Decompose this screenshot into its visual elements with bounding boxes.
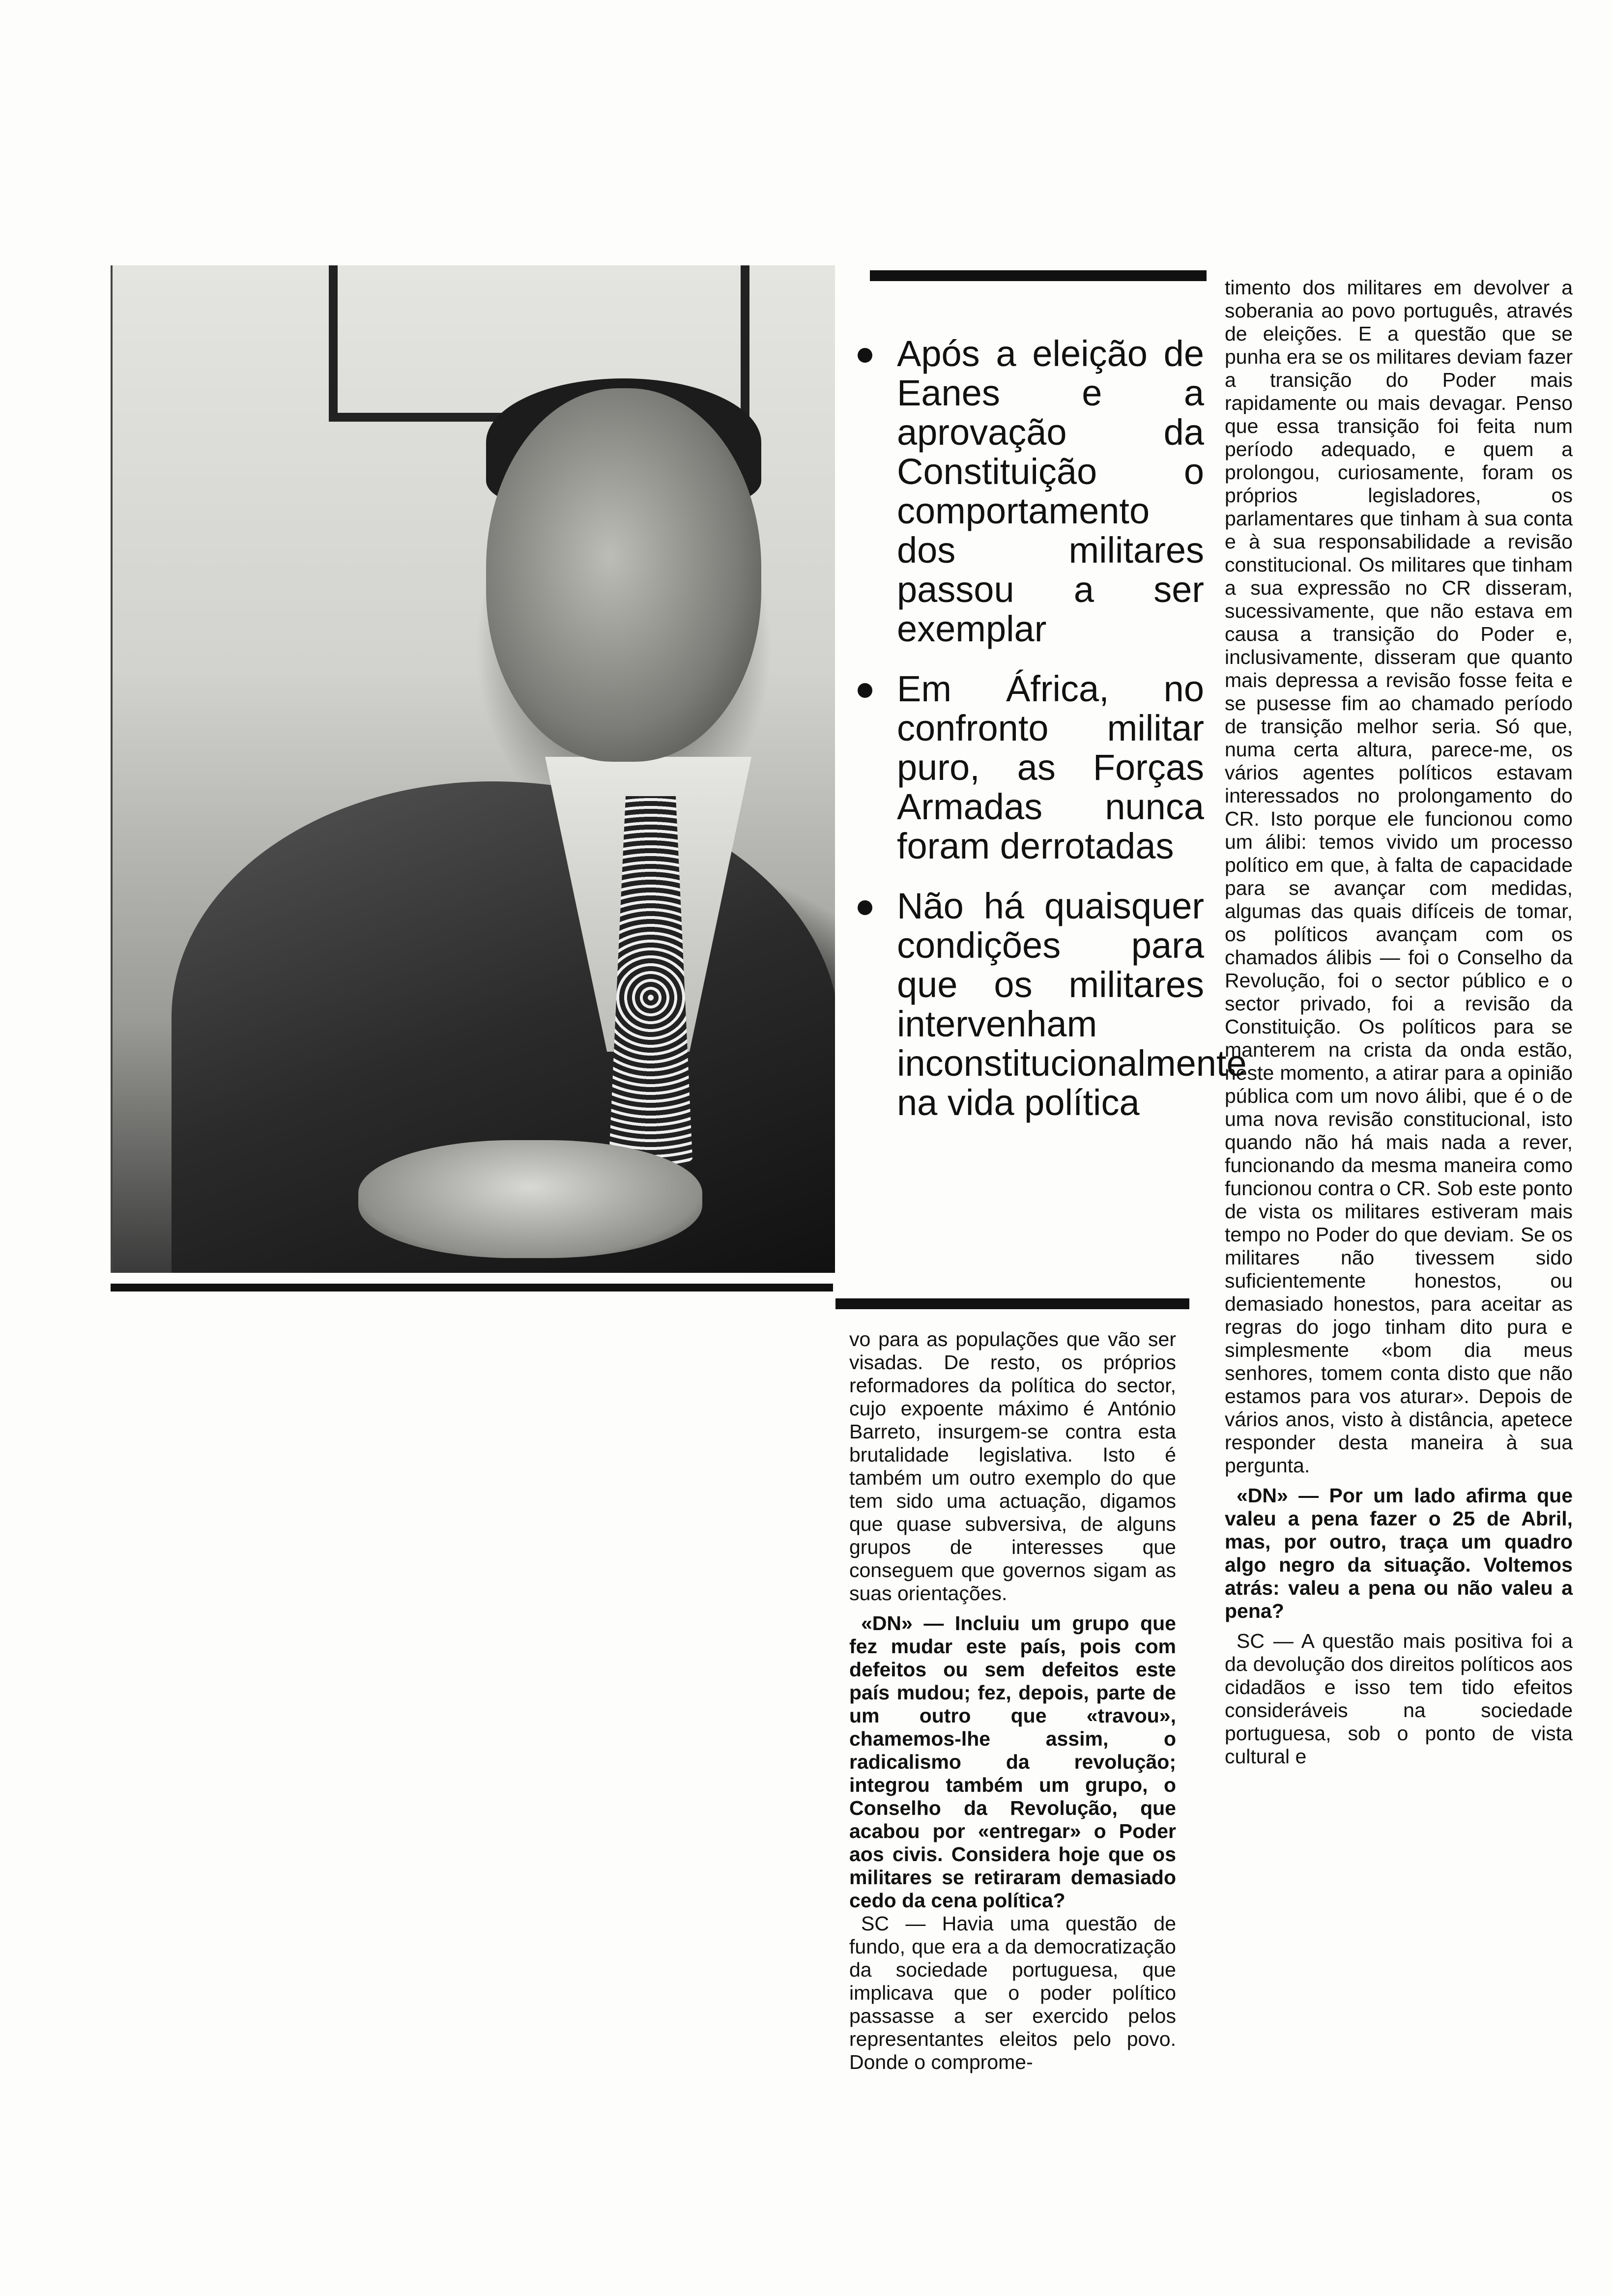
pullquote-1: Após a eleição de Eanes e a aprovação da Constituição o comportamento dos militares passou a ser exemplar: [858, 334, 1204, 649]
pullquote-3: Não há quaisquer condições para que os militares intervenham inconstitucionalmente na vida política: [858, 887, 1204, 1122]
middle-column: [849, 1328, 1176, 2074]
photo-face: [486, 388, 761, 762]
rule-under-photo: [111, 1284, 833, 1292]
pullquote-2: Em África, no confronto militar puro, as Forças Armadas nunca foram derrotadas: [858, 669, 1204, 866]
right-column: [1225, 276, 1573, 1768]
pullquote-box: [858, 333, 1247, 1123]
interview-question-2: «DN» — Por um lado afirma que valeu a pena fazer o 25 de Abril, mas, por outro, traça um quadro algo negro da situação. Voltemos atrás: valeu a pena ou não valeu a pena?: [1225, 1484, 1573, 1622]
middle-paragraph-2: SC — Havia uma questão de fundo, que era a da democratização da sociedade portuguesa, que implicava que o poder político passasse a ser exercido pelos representantes eleitos pelo povo. Donde o comprome-: [849, 1912, 1176, 2073]
rule-above-middle-column: [835, 1298, 1189, 1309]
portrait-photo: [111, 265, 835, 1273]
photo-hands: [358, 1140, 702, 1258]
right-paragraph-2: SC — A questão mais positiva foi a da devolução dos direitos políticos aos cidadãos e isso tem tido efeitos consideráveis na sociedade portuguesa, sob o ponto de vista cultural e: [1225, 1630, 1573, 1768]
interview-question-1: «DN» — Incluiu um grupo que fez mudar este país, pois com defeitos ou sem defeitos este país mudou; fez, depois, parte de um outro que «travou», chamemos-lhe assim, o radicalismo da revolução; integrou também um grupo, o Conselho da Revolução, que acabou por «entregar» o Poder aos civis. Considera hoje que os militares se retiraram demasiado cedo da cena política?: [849, 1612, 1176, 1912]
rule-above-pullquotes: [870, 270, 1207, 281]
right-paragraph-1: timento dos militares em devolver a soberania ao povo português, através de eleições. E a questão que se punha era se os militares deviam fazer a transição do Poder mais rapidamente ou mais devagar. Penso que essa transição foi feita num período adequado, e quem a prolongou, curiosamente, foram os próprios legisladores, os parlamentares que tinham à sua conta e à sua responsabilidade a revisão constitucional. Os militares que tinham a sua expressão no CR disseram, sucessivamente, que não estava em causa a transição do Poder e, inclusivamente, disseram que quanto mais depressa a revisão fosse feita e se pusesse fim ao chamado período de transição melhor seria. Só que, numa certa altura, parece-me, os vários agentes políticos estavam interessados no prolongamento do CR. Isto porque ele funcionou como um álibi: temos vivido um processo político em que, à falta de capacidade para se avançar com medidas, algumas das quais difíceis de tomar, os políticos avançam com os chamados álibis — foi o Conselho da Revolução, foi o sector público e o sector privado, foi a revisão da Constituição. Os políticos para se manterem na crista da onda estão, neste momento, a atirar para a opinião pública com um novo álibi, que é o de uma nova revisão constitucional, isto quando não há mais nada a rever, funcionando da mesma maneira como funcionou contra o CR. Sob este ponto de vista os militares estiveram mais tempo no Poder do que deviam. Se os militares não tivessem sido suficientemente honestos, ou demasiado honestos, para aceitar as regras do jogo tinham dito pura e simplesmente «bom dia meus senhores, tomem conta disto que não estamos para vos aturar». Depois de vários anos, visto à distância, apetece responder desta maneira à sua pergunta.: [1225, 276, 1573, 1477]
middle-paragraph-1: vo para as populações que vão ser visadas. De resto, os próprios reformadores da política do sector, cujo expoente máximo é António Barreto, insurgem-se contra esta brutalidade legislativa. Isto é também um outro exemplo do que tem sido uma actuação, digamos que quase subversiva, de alguns grupos de interesses que conseguem que governos sigam as suas orientações.: [849, 1328, 1176, 1605]
